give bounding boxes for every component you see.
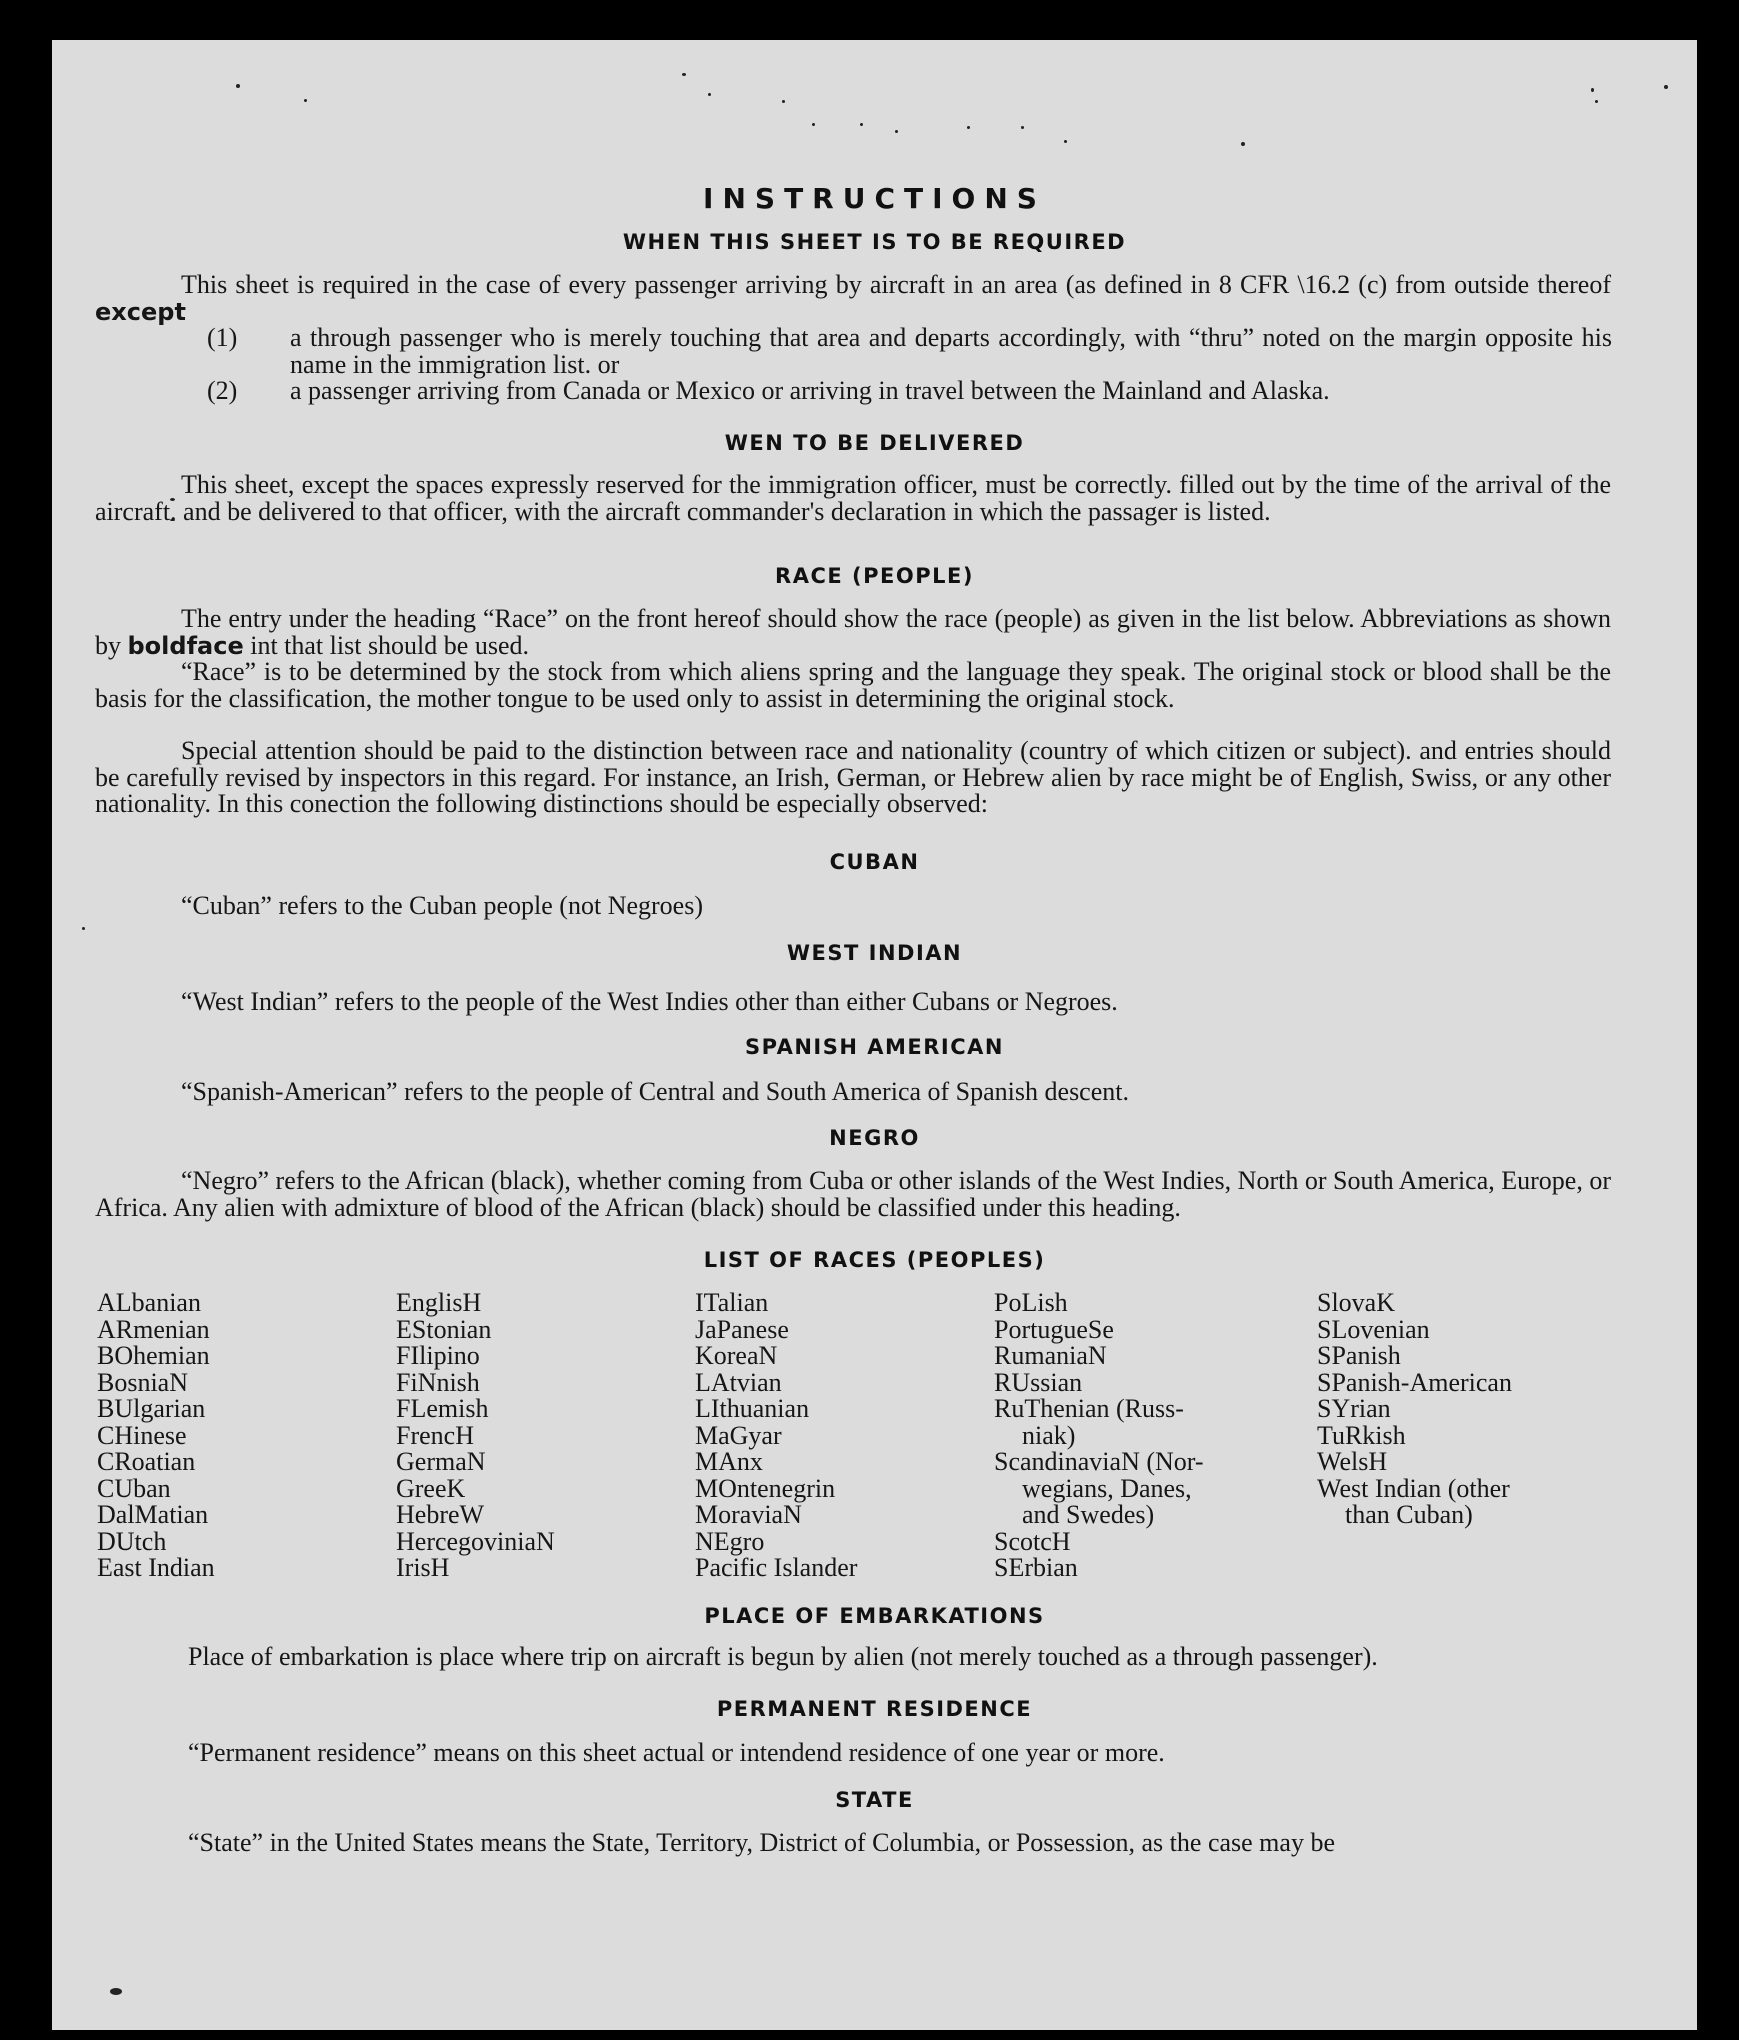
except-word: except [95,297,186,326]
race-p1-tail: int that list should be used. [243,630,529,660]
race-list-item: MOntenegrin [695,1473,836,1503]
race-p1-text: The entry under the heading “Race” on the front hereof should show the race (people) as given in the list below. Abbreviations as shown by [95,604,1611,660]
required-intro [95,272,1611,325]
race-list-item: EStonian [396,1314,492,1344]
spanish-american-definition: “Spanish-American” refers to the people of Central and South America of Spanish descent. [181,1077,1129,1106]
race-list-item: JaPanese [695,1314,789,1344]
race-list-item: East Indian [97,1553,215,1582]
race-list-item: FIlipino [396,1341,480,1370]
race-list-item: ITalian [695,1288,769,1317]
print-speck [708,93,711,96]
race-paragraph-1 [95,606,1611,659]
race-list-item: MoraviaN [695,1500,802,1529]
race-list-item: SYrian [1317,1394,1391,1423]
print-speck [1595,100,1598,103]
race-list-item: TuRkish [1317,1420,1406,1450]
item-text: a passenger arriving from Canada or Mexico or arriving in travel between the Mainland and Alaska. [290,376,1330,405]
print-speck [895,130,898,133]
race-list-item: CUban [97,1473,171,1503]
heading-permanent-residence: PERMANENT RESIDENCE [716,1697,1033,1721]
race-list-item: PortugueSe [994,1314,1114,1344]
instructions-title: INSTRUCTIONS [703,182,1046,215]
race-list-item: BosniaN [97,1367,188,1397]
race-list-item: FrencH [396,1420,474,1450]
race-list-item: BOhemian [97,1341,210,1370]
race-list-item: GreeK [396,1473,466,1503]
race-list-item: than Cuban) [1345,1500,1473,1529]
print-speck [860,123,863,126]
race-list-item: CRoatian [97,1447,196,1476]
race-list-item: Pacific Islander [695,1553,858,1582]
race-list-item: LIthuanian [695,1394,810,1423]
item-number: (1) [207,323,238,352]
heading-when-delivered: WEN TO BE DELIVERED [724,431,1025,455]
race-list-item: West Indian (other [1317,1473,1510,1503]
race-list-item: HercegoviniaN [396,1526,555,1556]
race-list-item: EnglisH [396,1288,482,1317]
heading-when-required: WHEN THIS SHEET IS TO BE REQUIRED [622,230,1127,254]
document-page [52,40,1697,2030]
print-speck [682,73,686,76]
race-list-item: SLovenian [1317,1314,1430,1344]
heading-race: RACE (PEOPLE) [775,564,974,588]
race-list-item: RUssian [994,1367,1083,1397]
print-speck [782,100,785,103]
race-list-item: LAtvian [695,1367,782,1397]
west-indian-definition: “West Indian” refers to the people of the West Indies other than either Cubans or Negroes. [181,987,1118,1016]
race-list-item: MAnx [695,1447,763,1476]
race-list [97,1290,1637,1590]
race-list-item: SErbian [994,1553,1078,1582]
item-number: (2) [207,376,238,405]
race-list-item: CHinese [97,1420,187,1450]
race-list-item: DUtch [97,1526,167,1556]
race-column-2 [396,1290,555,1582]
residence-definition: “Permanent residence” means on this sheet actual or intendend residence of one year or more. [188,1738,1165,1767]
race-list-item: PoLish [994,1288,1068,1317]
race-column-5 [1317,1290,1512,1529]
race-list-item: KoreaN [695,1341,778,1370]
print-speck [304,99,307,102]
race-column-3 [695,1290,857,1582]
race-list-item: MaGyar [695,1420,782,1450]
race-list-item: ScandinaviaN (Nor- [994,1447,1204,1476]
print-speck [110,1988,122,1995]
bleed-through-header [52,138,1697,152]
print-speck [1664,85,1668,89]
race-list-item: niak) [1022,1420,1076,1450]
embarkation-definition: Place of embarkation is place where trip on aircraft is begun by alien (not merely touched as a through passenger). [188,1642,1378,1671]
print-speck [82,927,85,930]
race-list-item: FiNnish [396,1367,480,1397]
race-list-item: wegians, Danes, [1022,1473,1192,1503]
item-text: a through passenger who is merely touching that area and departs accordingly, with “thru” noted on the margin opposite his name in the immigration list. or [290,323,1612,379]
race-list-item: SlovaK [1317,1288,1395,1317]
race-list-item: GermaN [396,1447,486,1476]
race-list-item: RumaniaN [994,1341,1107,1370]
heading-spanish-american: SPANISH AMERICAN [745,1035,1004,1059]
race-column-4 [994,1290,1204,1582]
negro-definition: “Negro” refers to the African (black), whether coming from Cuba or other islands of the West Indies, North or South America, Europe, or Africa. Any alien with admixture of blood of the African (black) should be classified under this heading. [95,1166,1611,1222]
heading-cuban: CUBAN [829,850,920,874]
print-speck [1021,126,1024,129]
race-paragraph-2: “Race” is to be determined by the stock from which aliens spring and the language they speak. The original stock or blood shall be the basis for the classification, the mother tongue to be used only to assist in determining the original stock. [95,657,1611,713]
print-speck [967,126,970,129]
race-list-item: WelsH [1317,1447,1388,1476]
boldface-word: boldface [127,631,244,660]
state-definition: “State” in the United States means the State, Territory, District of Columbia, or Possession, as the case may be [188,1828,1335,1857]
exception-item-2 [207,378,1612,405]
print-speck [812,123,815,126]
delivered-paragraph: This sheet, except the spaces expressly reserved for the immigration officer, must be correctly. filled out by the time of the arrival of the aircraft. and be delivered to that officer, with the aircraft commander's declaration in which the passager is listed. [95,470,1611,526]
print-speck [1591,88,1594,92]
exception-item-1 [207,325,1612,378]
race-list-item: BUlgarian [97,1394,206,1423]
cuban-definition: “Cuban” refers to the Cuban people (not Negroes) [181,891,703,920]
race-list-item: ALbanian [97,1288,201,1317]
heading-list-of-races: LIST OF RACES (PEOPLES) [703,1248,1046,1272]
race-paragraph-3: Special attention should be paid to the distinction between race and nationality (country of which citizen or subject). and entries should be carefully revised by inspectors in this regard. For instance, an Irish, German, or Hebrew alien by race might be of English, Swiss, or any other nationality. In this conection the following distinctions should be especially observed: [95,736,1611,818]
heading-embarkation: PLACE OF EMBARKATIONS [704,1604,1045,1628]
race-list-item: ScotcH [994,1526,1071,1556]
required-intro-text: This sheet is required in the case of every passenger arriving by aircraft in an area (as defined in 8 CFR \16.2 (c) from outside thereof [181,270,1611,299]
race-list-item: RuThenian (Russ- [994,1394,1184,1423]
race-list-item: NEgro [695,1526,765,1556]
heading-negro: NEGRO [829,1126,920,1150]
race-column-1 [97,1290,215,1582]
heading-state: STATE [835,1788,914,1812]
race-list-item: ARmenian [97,1314,210,1344]
race-list-item: IrisH [396,1553,450,1582]
race-list-item: FLemish [396,1394,489,1423]
race-list-item: DalMatian [97,1500,209,1529]
race-list-item: SPanish-American [1317,1367,1512,1397]
race-list-item: SPanish [1317,1341,1401,1370]
race-list-item: and Swedes) [1022,1500,1155,1529]
race-list-item: HebreW [396,1500,485,1529]
heading-west-indian: WEST INDIAN [786,941,963,965]
print-speck [236,84,240,88]
